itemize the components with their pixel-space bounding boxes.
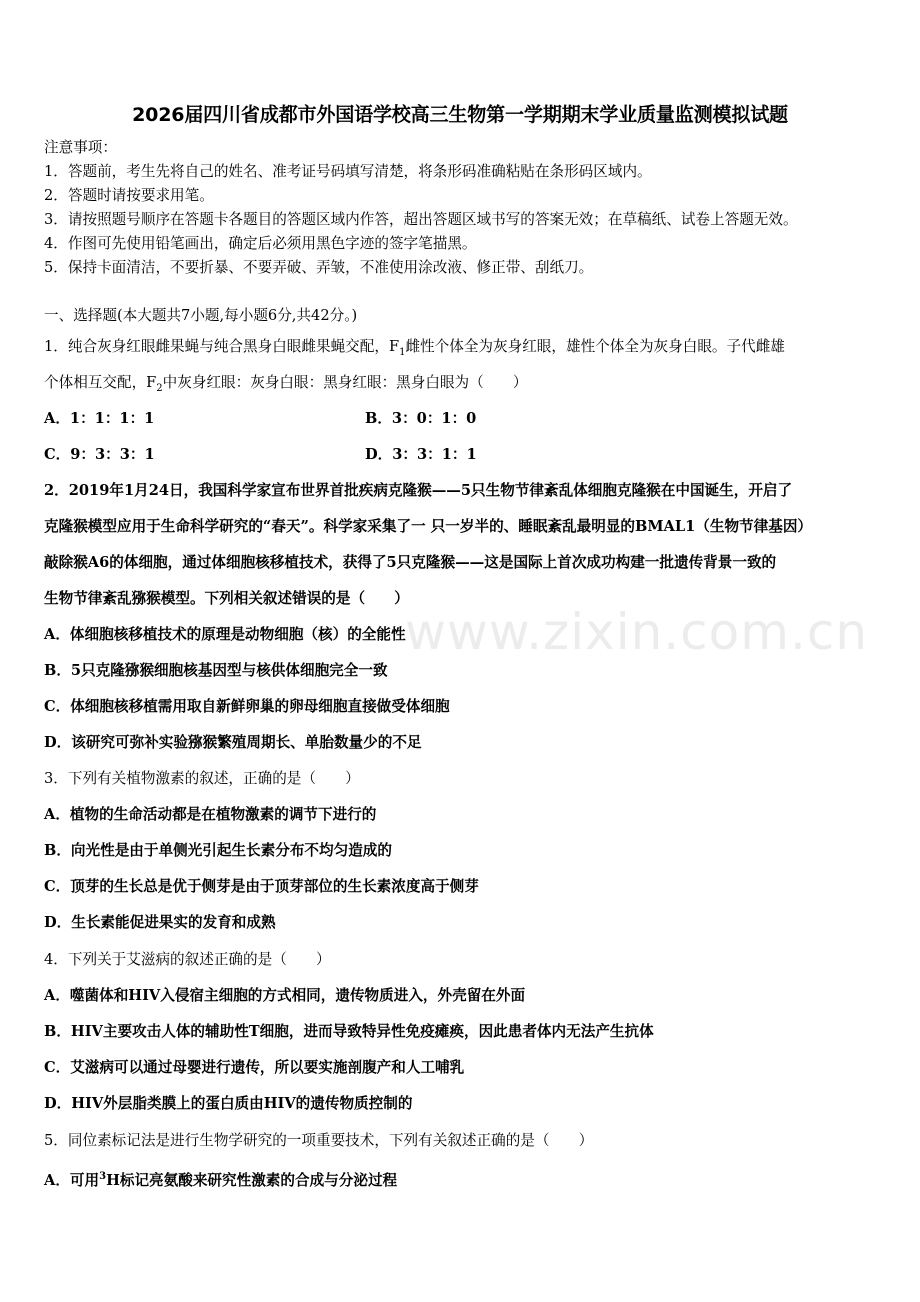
question-4-option-b: B．HIV主要攻击人体的辅助性T细胞，进而导致特异性免疫瘫痪，因此患者体内无法产生抗体 <box>44 1023 654 1040</box>
question-2-option-c: C．体细胞核移植需用取自新鲜卵巢的卵母细胞直接做受体细胞 <box>44 698 450 715</box>
question-5-option-a: A．可用$^3$H标记亮氨酸来研究性激素的合成与分泌过程 <box>44 1171 398 1189</box>
question-1-option-c: C．9：3：3：1 <box>44 446 155 463</box>
section-heading: 一、选择题(本大题共7小题,每小题6分,共42分。) <box>44 307 358 324</box>
question-1-stem: 1．纯合灰身红眼雌果蝇与纯合黑身白眼雌果蝇交配，$F_1$雌性个体全为灰身红眼，雄性个体全为灰身白眼。子代雌雄 <box>44 338 785 358</box>
question-2-stem: 克隆猴模型应用于生命科学研究的“春天”。科学家采集了一 只一岁半的、睡眠紊乱最明显的BMAL1（生物节律基因） <box>44 518 813 535</box>
notice-heading: 注意事项： <box>44 139 117 156</box>
question-1-option-d: D．3：3：1：1 <box>365 446 477 463</box>
page-title: 2026届四川省成都市外国语学校高三生物第一学期期末学业质量监测模拟试题 <box>132 104 788 126</box>
question-2-option-b: B．5只克隆猕猴细胞核基因型与核供体细胞完全一致 <box>44 662 388 679</box>
question-4-option-a: A．噬菌体和HIV入侵宿主细胞的方式相同，遗传物质进入，外壳留在外面 <box>44 987 526 1004</box>
notice-item: 3．请按照题号顺序在答题卡各题目的答题区域内作答，超出答题区域书写的答案无效；在草稿纸、试卷上答题无效。 <box>44 211 798 228</box>
notice-item: 5．保持卡面清洁，不要折暴、不要弄破、弄皱，不准使用涂改液、修正带、刮纸刀。 <box>44 259 594 276</box>
question-1-option-a: A．1：1：1：1 <box>44 410 155 427</box>
question-4-option-c: C．艾滋病可以通过母婴进行遗传，所以要实施剖腹产和人工哺乳 <box>44 1059 465 1076</box>
question-2-stem: 2．2019年1月24日，我国科学家宣布世界首批疾病克隆猴——5只生物节律紊乱体细胞克隆猴在中国诞生，开启了 <box>44 482 793 499</box>
question-1-option-b: B．3：0：1：0 <box>365 410 477 427</box>
question-3-option-a: A．植物的生命活动都是在植物激素的调节下进行的 <box>44 806 377 823</box>
notice-item: 2．答题时请按要求用笔。 <box>44 187 214 204</box>
question-1-stem: 个体相互交配，$F_2$中灰身红眼：灰身白眼：黑身红眼：黑身白眼为（ ） <box>44 374 528 394</box>
question-4-stem: 4．下列关于艾滋病的叙述正确的是（ ） <box>44 951 331 968</box>
question-4-option-d: D．HIV外层脂类膜上的蛋白质由HIV的遗传物质控制的 <box>44 1095 413 1112</box>
question-3-option-b: B．向光性是由于单侧光引起生长素分布不均匀造成的 <box>44 842 392 859</box>
question-2-stem: 生物节律紊乱猕猴模型。下列相关叙述错误的是（ ） <box>44 590 409 607</box>
question-2-stem: 敲除猴A6的体细胞，通过体细胞核移植技术，获得了5只克隆猴——这是国际上首次成功构建一批遗传背景一致的 <box>44 554 777 571</box>
notice-item: 1．答题前，考生先将自己的姓名、准考证号码填写清楚，将条形码准确粘贴在条形码区域内。 <box>44 163 652 180</box>
question-3-option-d: D．生长素能促进果实的发育和成熟 <box>44 914 276 931</box>
notice-item: 4．作图可先使用铅笔画出，确定后必须用黑色字迹的签字笔描黑。 <box>44 235 477 252</box>
question-3-option-c: C．顶芽的生长总是优于侧芽是由于顶芽部位的生长素浓度高于侧芽 <box>44 878 479 895</box>
question-5-stem: 5．同位素标记法是进行生物学研究的一项重要技术，下列有关叙述正确的是（ ） <box>44 1132 594 1149</box>
question-2-option-d: D．该研究可弥补实验猕猴繁殖周期长、单胎数量少的不足 <box>44 734 422 751</box>
question-3-stem: 3．下列有关植物激素的叙述，正确的是（ ） <box>44 770 360 787</box>
question-2-option-a: A．体细胞核移植技术的原理是动物细胞（核）的全能性 <box>44 626 406 643</box>
watermark: www.zixin.com.cn <box>405 603 869 661</box>
